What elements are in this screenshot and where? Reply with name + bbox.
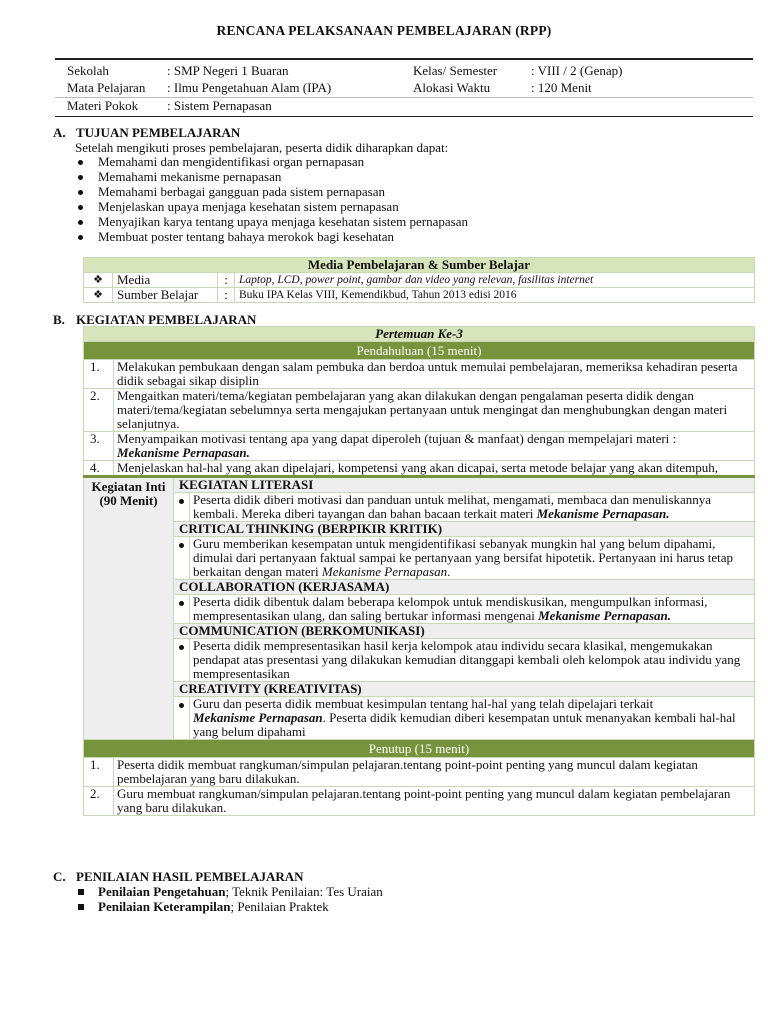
collab-emphasis: Mekanisme Pernapasan. [538,608,672,623]
critical-cell [190,537,755,580]
comm-heading: COMMUNICATION (BERKOMUNIKASI) [174,624,755,639]
materi-value: : Sistem Pernapasan [167,98,272,113]
pertemuan-label: Pertemuan Ke-3 [84,327,755,342]
critical-emphasis: Mekanisme Pernapasan [321,564,448,579]
inti-label-line1: Kegiatan Inti [91,479,166,494]
media-row [84,273,755,288]
section-c-letter: C. [53,869,66,884]
media-table [83,257,755,303]
creat-cell [190,697,755,740]
document-title: RENCANA PELAKSANAAN PEMBELAJARAN (RPP) [216,23,552,38]
sekolah-value: : SMP Negeri 1 Buaran [167,63,289,78]
mapel-label: Mata Pelajaran [67,80,146,95]
item-cell [114,432,755,461]
critical-end: . [447,564,451,579]
list-item: Menyajikan karya tentang upaya menjaga kesehatan sistem pernapasan [75,215,468,230]
sumber-value: Buku IPA Kelas VIII, Kemendikbud, Tahun 2013 edisi 2016 [235,288,755,303]
section-a-heading [53,126,240,140]
inti-label-line2: (90 Menit) [99,493,158,508]
table-row [84,493,755,522]
section-a-letter: A. [53,125,66,140]
penilaian-rest: ; Penilaian Praktek [230,899,329,914]
materi-label: Materi Pokok [67,98,139,113]
item-number: 2. [84,389,114,432]
media-table-heading: Media Pembelajaran & Sumber Belajar [84,258,755,273]
section-b-heading [53,313,256,327]
sekolah-label: Sekolah [67,63,109,78]
list-item: Memahami mekanisme pernapasan [75,170,468,185]
critical-heading: CRITICAL THINKING (BERPIKIR KRITIK) [174,522,755,537]
bullet-icon [174,639,190,682]
creat-emphasis: Mekanisme Pernapasan [193,710,323,725]
item-text: Peserta didik membuat rangkuman/simpulan pelajaran.tentang point-point penting yang muncul dalam kegiatan pembelajaran yang baru dilakukan. [114,758,755,787]
header-row-3 [55,97,753,114]
bullet-icon [174,493,190,522]
table-row [84,432,755,461]
bullet-icon [174,697,190,740]
section-c-title: PENILAIAN HASIL PEMBELAJARAN [76,869,304,884]
tujuan-intro: Setelah mengikuti proses pembelajaran, peserta didik diharapkan dapat: [75,140,449,155]
table-row [84,360,755,389]
diamond-bullet-icon: ❖ [84,273,113,288]
penilaian-rest: ; Teknik Penilaian: Tes Uraian [225,884,383,899]
table-row [84,389,755,432]
list-item: Menjelaskan upaya menjaga kesehatan sistem pernapasan [75,200,468,215]
kelas-value: : VIII / 2 (Genap) [531,63,623,78]
collab-heading: COLLABORATION (KERJASAMA) [174,580,755,595]
mapel-value: : Ilmu Pengetahuan Alam (IPA) [167,80,332,95]
kelas-label: Kelas/ Semester [413,63,498,78]
kegiatan-inti-label [84,477,174,740]
table-row [84,537,755,580]
penilaian-bold: Penilaian Keterampilan [98,899,231,914]
table-row [84,595,755,624]
bullet-icon [174,595,190,624]
tujuan-list [75,155,468,245]
creat-heading: CREATIVITY (KREATIVITAS) [174,682,755,697]
section-b-letter: B. [53,312,65,327]
penilaian-bold: Penilaian Pengetahuan [98,884,226,899]
item-number: 3. [84,432,114,461]
identity-header [55,58,753,117]
collab-cell [190,595,755,624]
media-label: Media [113,273,218,288]
table-row [84,787,755,816]
sumber-row [84,288,755,303]
item-text: Melakukan pembukaan dengan salam pembuka dan berdoa untuk memulai pembelajaran, memeriksa kehadiran peserta didik sebagai sikap disiplin [114,360,755,389]
alokasi-label: Alokasi Waktu [413,80,491,95]
list-item: Memahami dan mengidentifikasi organ pernapasan [75,155,468,170]
media-colon: : [218,273,235,288]
creat-text: Guru dan peserta didik membuat kesimpulan tentang hal-hal yang telah dipelajari terkait [193,696,654,711]
list-item [75,900,383,915]
table-row [84,697,755,740]
item-emphasis: Mekanisme Pernapasan. [117,445,250,460]
item-text: Mengaitkan materi/tema/kegiatan pembelajaran yang akan dilakukan dengan pengalaman peserta didik dengan materi/tema/kegiatan sebelumnya serta mengajukan pertanyaan untuk mengingat dan menghubungkan dengan materi selanjutnya. [114,389,755,432]
section-a-title: TUJUAN PEMBELAJARAN [76,125,241,140]
collab-text: Peserta didik dibentuk dalam beberapa kelompok untuk mendiskusikan, mengumpulkan informasi, mempresentasikan ulang, dan saling bertukar informasi mengenai [193,594,708,623]
creat-text-end: . Peserta didik kemudian diberi kesempatan untuk menanyakan kembali hal-hal yang belum dipahami [193,710,736,739]
list-item: Membuat poster tentang bahaya merokok bagi kesehatan [75,230,468,245]
literasi-text: Peserta didik diberi motivasi dan panduan untuk melihat, mengamati, membaca dan menuliskannya kembali. Mereka diberi tayangan dan bahan bacaan terkait materi [193,492,712,521]
header-row-1 [55,63,753,80]
pendahuluan-heading: Pendahuluan (15 menit) [84,342,755,360]
sumber-colon: : [218,288,235,303]
alokasi-value: : 120 Menit [531,80,592,95]
list-item: Memahami berbagai gangguan pada sistem pernapasan [75,185,468,200]
item-text: Menyampaikan motivasi tentang apa yang dapat diperoleh (tujuan & manfaat) dengan mempelajari materi : [117,431,677,446]
table-row [84,639,755,682]
literasi-heading: KEGIATAN LITERASI [174,477,755,493]
item-text: Menjelaskan hal-hal yang akan dipelajari, kompetensi yang akan dicapai, serta metode belajar yang akan ditempuh, [114,461,755,477]
media-value: Laptop, LCD, power point, gambar dan video yang relevan, fasilitas internet [235,273,755,288]
table-row [84,461,755,477]
critical-text: Guru memberikan kesempatan untuk mengidentifikasi sebanyak mungkin hal yang belum dipahami, dimulai dari pertanyaan faktual sampai ke pertanyaan yang bersifat hipotetik. Pertanyaan ini harus tetap berkaitan dengan materi [193,536,734,579]
table-row [84,758,755,787]
list-item [75,885,383,900]
bullet-icon [174,537,190,580]
header-row-2 [55,80,753,97]
item-number: 1. [84,360,114,389]
kegiatan-table [83,326,755,816]
comm-text: Peserta didik mempresentasikan hasil kerja kelompok atau individu secara klasikal, mengemukakan pendapat atas presentasi yang dilakukan kemudian ditanggapi kembali oleh kelompok atau individu yang mempresentasikan [190,639,755,682]
diamond-bullet-icon: ❖ [84,288,113,303]
section-c-heading [53,870,304,884]
penutup-heading: Penutup (15 menit) [84,740,755,758]
sumber-label: Sumber Belajar [113,288,218,303]
item-number: 4. [84,461,114,477]
literasi-cell [190,493,755,522]
item-text: Guru membuat rangkuman/simpulan pelajaran.tentang point-point penting yang muncul dalam kegiatan pembelajaran yang baru dilakukan. [114,787,755,816]
penilaian-list [75,885,383,915]
section-b-title: KEGIATAN PEMBELAJARAN [76,312,257,327]
literasi-emphasis: Mekanisme Pernapasan. [536,506,670,521]
item-number: 1. [84,758,114,787]
item-number: 2. [84,787,114,816]
